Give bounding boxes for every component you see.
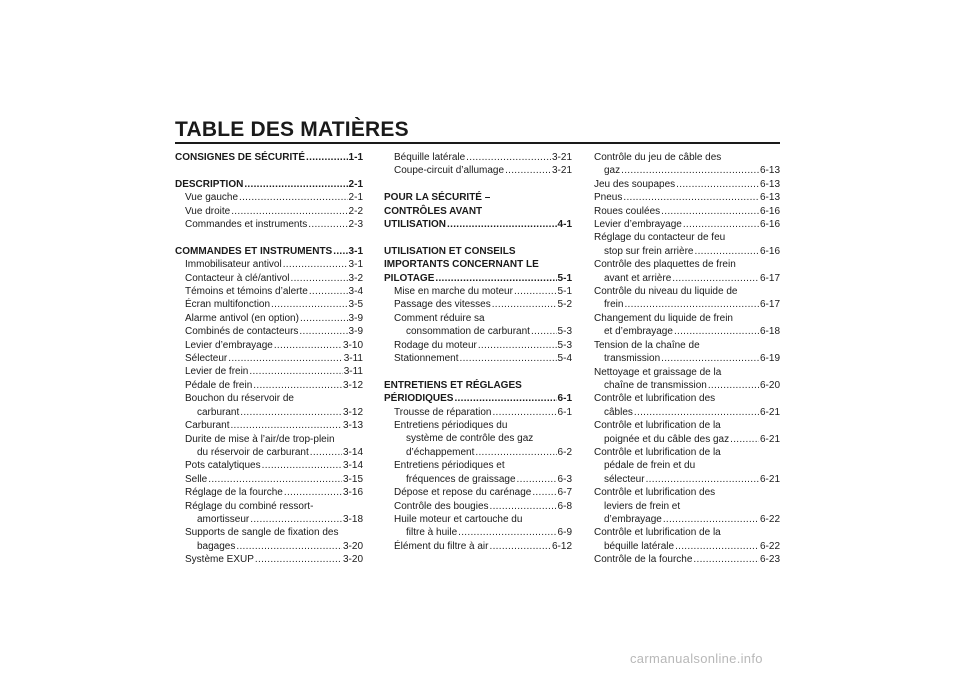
- toc-entry[interactable]: PÉRIODIQUES ..... 6-1: [384, 392, 572, 405]
- title-rule: [175, 142, 780, 144]
- page-number: 4-1: [557, 219, 572, 231]
- toc-entry[interactable]: COMMANDES ET INSTRUMENTS ..... 3-1: [175, 245, 363, 258]
- page-number: 6-19: [759, 353, 780, 365]
- toc-entry-line: Entretiens périodiques et: [394, 460, 505, 472]
- page-number: 3-1: [348, 259, 363, 271]
- toc-entry[interactable]: PILOTAGE ..... 5-1: [384, 272, 572, 285]
- page-number: 2-1: [348, 192, 363, 204]
- toc-entry[interactable]: Contrôle des bougies ..... 6-8: [384, 500, 572, 513]
- page-number: 3-14: [342, 460, 363, 472]
- toc-entry[interactable]: béquille latérale ..... 6-22: [594, 540, 780, 553]
- toc-column-3: [594, 151, 780, 567]
- toc-entry-line: Contrôle du niveau du liquide de: [594, 286, 738, 298]
- toc-entry-line: Nettoyage et graissage de la: [594, 366, 722, 378]
- page-number: 6-8: [557, 500, 572, 512]
- toc-entry-line: Bouchon du réservoir de: [185, 393, 294, 405]
- toc-entry[interactable]: d’embrayage ..... 6-22: [594, 513, 780, 526]
- toc-entry-line: Contrôle du jeu de câble des: [594, 152, 722, 163]
- toc-entry[interactable]: Jeu des soupapes ..... 6-13: [594, 178, 780, 191]
- page-number: 3-12: [342, 379, 363, 391]
- toc-entry[interactable]: Pneus ..... 6-13: [594, 191, 780, 204]
- page-number: 6-22: [759, 513, 780, 525]
- page-number: 3-21: [551, 165, 572, 177]
- toc-entry-line: Tension de la chaîne de: [594, 339, 700, 351]
- page-number: 3-1: [348, 245, 363, 257]
- page-number: 5-3: [557, 326, 572, 338]
- page-number: 3-21: [551, 152, 572, 163]
- page-number: 3-12: [342, 406, 363, 418]
- page-number: 6-1: [557, 393, 572, 405]
- page-number: 6-20: [759, 379, 780, 391]
- toc-entry-line: Comment réduire sa: [394, 312, 485, 324]
- toc-entry[interactable]: Combinés de contacteurs ..... 3-9: [175, 325, 363, 338]
- toc-entry[interactable]: Système EXUP ..... 3-20: [175, 553, 363, 566]
- toc-entry[interactable]: gaz ..... 6-13: [594, 164, 780, 177]
- watermark-text: carmanualsonline.info: [630, 651, 763, 666]
- toc-entry-line: système de contrôle des gaz: [406, 433, 534, 445]
- toc-entry[interactable]: Roues coulées ..... 6-16: [594, 205, 780, 218]
- page-number: 2-3: [348, 219, 363, 231]
- toc-entry[interactable]: chaîne de transmission ..... 6-20: [594, 379, 780, 392]
- toc-entry[interactable]: Commandes et instruments ..... 2-3: [175, 218, 363, 231]
- page-number: 6-13: [759, 178, 780, 190]
- toc-entry-line: Huile moteur et cartouche du: [394, 513, 523, 525]
- page-number: 5-3: [557, 339, 572, 351]
- toc-entry[interactable]: Témoins et témoins d’alerte ..... 3-4: [175, 285, 363, 298]
- page-number: 5-1: [557, 272, 572, 284]
- toc-entry[interactable]: et d’embrayage ..... 6-18: [594, 325, 780, 338]
- page-number: 3-4: [348, 286, 363, 298]
- page-number: 2-2: [348, 205, 363, 217]
- toc-entry[interactable]: Béquille latérale ..... 3-21: [384, 151, 572, 164]
- page-number: 3-10: [342, 339, 363, 351]
- page-number: 3-20: [342, 554, 363, 566]
- page-number: 5-2: [557, 299, 572, 311]
- toc-entry[interactable]: Levier de frein ..... 3-11: [175, 365, 363, 378]
- toc-entry[interactable]: avant et arrière ..... 6-17: [594, 272, 780, 285]
- page-number: 3-11: [343, 353, 363, 365]
- toc-entry[interactable]: Coupe-circuit d’allumage ..... 3-21: [384, 164, 572, 177]
- page-number: 6-13: [759, 192, 780, 204]
- toc-entry-line: Changement du liquide de frein: [594, 312, 733, 324]
- toc-heading-line: UTILISATION ET CONSEILS: [384, 245, 516, 257]
- page-number: 6-2: [557, 446, 572, 458]
- page-number: 3-16: [342, 487, 363, 499]
- page-number: 6-16: [759, 205, 780, 217]
- toc-entry[interactable]: Sélecteur ..... 3-11: [175, 352, 363, 365]
- toc-entry-line: Contrôle des plaquettes de frein: [594, 259, 736, 271]
- toc-entry[interactable]: UTILISATION ..... 4-1: [384, 218, 572, 231]
- toc-entry[interactable]: Selle ..... 3-15: [175, 473, 363, 486]
- toc-entry[interactable]: câbles ..... 6-21: [594, 406, 780, 419]
- page-number: 3-13: [342, 420, 363, 432]
- toc-entry[interactable]: Pédale de frein ..... 3-12: [175, 379, 363, 392]
- toc-entry[interactable]: Vue droite ..... 2-2: [175, 205, 363, 218]
- page-number: 3-11: [343, 366, 363, 378]
- toc-heading-line: ENTRETIENS ET RÉGLAGES: [384, 379, 522, 391]
- toc-heading-line: IMPORTANTS CONCERNANT LE: [384, 259, 539, 271]
- toc-heading-line: POUR LA SÉCURITÉ –: [384, 192, 491, 204]
- toc-entry-line: Durite de mise à l’air/de trop-plein: [185, 433, 335, 445]
- page-number: 6-12: [551, 540, 572, 552]
- toc-entry[interactable]: Trousse de réparation ..... 6-1: [384, 406, 572, 419]
- page-number: 5-1: [557, 286, 572, 298]
- page-number: 1-1: [348, 152, 363, 163]
- page-number: 6-17: [759, 272, 780, 284]
- toc-entry-line: Supports de sangle de fixation des: [185, 527, 339, 539]
- page-number: 6-3: [557, 473, 572, 485]
- toc-entry[interactable]: Écran multifonction ..... 3-5: [175, 298, 363, 311]
- toc-entry[interactable]: filtre à huile ..... 6-9: [384, 526, 572, 539]
- toc-entry[interactable]: Dépose et repose du carénage ..... 6-7: [384, 486, 572, 499]
- toc-column-1: [175, 151, 363, 567]
- page-number: 6-1: [557, 406, 572, 418]
- toc-entry-line: Contrôle et lubrification des: [594, 487, 716, 499]
- page-number: 3-14: [342, 446, 363, 458]
- page-number: 3-9: [348, 312, 363, 324]
- toc-entry[interactable]: DESCRIPTION ..... 2-1: [175, 178, 363, 191]
- page-number: 6-21: [759, 473, 780, 485]
- toc-entry-line: Contrôle et lubrification des: [594, 393, 716, 405]
- toc-entry-line: Entretiens périodiques du: [394, 420, 508, 432]
- page-number: 3-15: [342, 473, 363, 485]
- toc-entry-line: Contrôle et lubrification de la: [594, 527, 721, 539]
- page-number: 3-2: [348, 272, 363, 284]
- toc-entry-line: leviers de frein et: [604, 500, 681, 512]
- page-number: 3-18: [342, 513, 363, 525]
- toc-entry[interactable]: consommation de carburant ..... 5-3: [384, 325, 572, 338]
- toc-entry[interactable]: Pots catalytiques ..... 3-14: [175, 459, 363, 472]
- toc-column-2: [384, 151, 572, 553]
- toc-entry[interactable]: Élément du filtre à air ..... 6-12: [384, 540, 572, 553]
- toc-entry[interactable]: Immobilisateur antivol ..... 3-1: [175, 258, 363, 271]
- toc-entry[interactable]: Contacteur à clé/antivol ..... 3-2: [175, 272, 363, 285]
- toc-entry[interactable]: sélecteur ..... 6-21: [594, 473, 780, 486]
- page-number: 6-21: [759, 406, 780, 418]
- toc-entry[interactable]: amortisseur ..... 3-18: [175, 513, 363, 526]
- page-number: 6-16: [759, 245, 780, 257]
- page-number: 6-21: [759, 433, 780, 445]
- toc-entry[interactable]: transmission ..... 6-19: [594, 352, 780, 365]
- toc-entry[interactable]: d’échappement ..... 6-2: [384, 446, 572, 459]
- toc-entry-line: Réglage du contacteur de feu: [594, 232, 726, 244]
- toc-entry[interactable]: stop sur frein arrière ..... 6-16: [594, 245, 780, 258]
- toc-entry[interactable]: carburant ..... 3-12: [175, 406, 363, 419]
- page-number: 6-13: [759, 165, 780, 177]
- page-number: 6-9: [557, 527, 572, 539]
- toc-entry[interactable]: Carburant ..... 3-13: [175, 419, 363, 432]
- page-number: 6-18: [759, 326, 780, 338]
- toc-entry[interactable]: bagages ..... 3-20: [175, 540, 363, 553]
- toc-entry[interactable]: Vue gauche ..... 2-1: [175, 191, 363, 204]
- toc-entry[interactable]: Alarme antivol (en option) ..... 3-9: [175, 312, 363, 325]
- toc-entry[interactable]: Mise en marche du moteur ..... 5-1: [384, 285, 572, 298]
- toc-entry[interactable]: Stationnement ..... 5-4: [384, 352, 572, 365]
- page-number: 6-22: [759, 540, 780, 552]
- toc-entry[interactable]: poignée et du câble des gaz ..... 6-21: [594, 433, 780, 446]
- toc-entry[interactable]: fréquences de graissage ..... 6-3: [384, 473, 572, 486]
- toc-entry[interactable]: du réservoir de carburant ..... 3-14: [175, 446, 363, 459]
- page-number: 2-1: [348, 178, 363, 190]
- toc-entry[interactable]: Levier d’embrayage ..... 3-10: [175, 339, 363, 352]
- page-number: 6-7: [557, 487, 572, 499]
- page-number: 6-16: [759, 219, 780, 231]
- page-number: 3-9: [348, 326, 363, 338]
- page-number: 3-20: [342, 540, 363, 552]
- toc-entry[interactable]: CONSIGNES DE SÉCURITÉ ..... 1-1: [175, 151, 363, 164]
- toc-entry[interactable]: Rodage du moteur ..... 5-3: [384, 339, 572, 352]
- toc-entry-line: Réglage du combiné ressort-: [185, 500, 314, 512]
- toc-heading-line: CONTRÔLES AVANT: [384, 205, 483, 217]
- page-number: 6-23: [759, 554, 780, 566]
- page-number: 3-5: [348, 299, 363, 311]
- toc-entry-line: Contrôle et lubrification de la: [594, 420, 721, 432]
- toc-entry[interactable]: frein ..... 6-17: [594, 298, 780, 311]
- page-number: 5-4: [557, 353, 572, 365]
- toc-entry[interactable]: Levier d’embrayage ..... 6-16: [594, 218, 780, 231]
- toc-entry-line: Contrôle et lubrification de la: [594, 446, 721, 458]
- toc-entry[interactable]: Passage des vitesses ..... 5-2: [384, 298, 572, 311]
- page-title: TABLE DES MATIÈRES: [175, 118, 409, 141]
- toc-entry[interactable]: Contrôle de la fourche ..... 6-23: [594, 553, 780, 566]
- page-number: 6-17: [759, 299, 780, 311]
- toc-entry[interactable]: Réglage de la fourche ..... 3-16: [175, 486, 363, 499]
- toc-entry-line: pédale de frein et du: [604, 460, 696, 472]
